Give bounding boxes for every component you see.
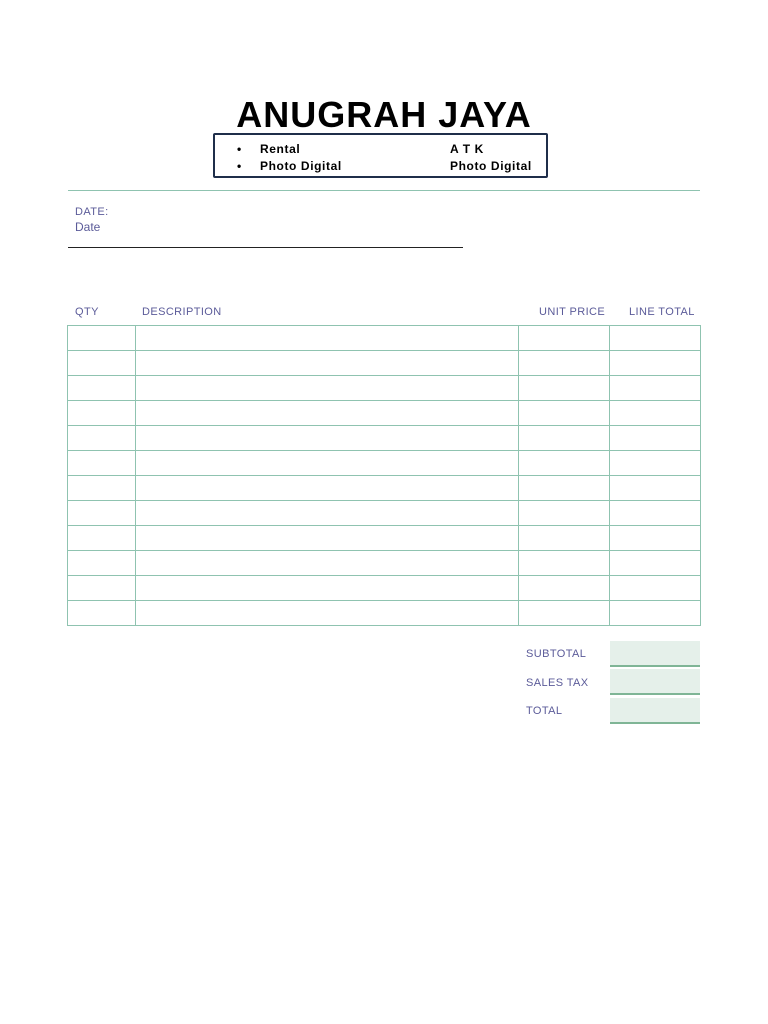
- total-field[interactable]: [610, 698, 700, 724]
- unit-price-cell[interactable]: [519, 476, 610, 501]
- unit-price-cell[interactable]: [519, 376, 610, 401]
- qty-cell[interactable]: [68, 526, 136, 551]
- table-row: [68, 501, 701, 526]
- qty-cell[interactable]: [68, 376, 136, 401]
- table-row: [68, 601, 701, 626]
- line-total-cell[interactable]: [610, 576, 701, 601]
- company-title: ANUGRAH JAYA: [236, 94, 532, 135]
- description-cell[interactable]: [135, 576, 518, 601]
- table-row: [68, 401, 701, 426]
- qty-cell[interactable]: [68, 351, 136, 376]
- unit-price-cell[interactable]: [519, 451, 610, 476]
- description-cell[interactable]: [135, 376, 518, 401]
- description-cell[interactable]: [135, 451, 518, 476]
- services-box: [213, 133, 548, 178]
- description-cell[interactable]: [135, 426, 518, 451]
- description-cell[interactable]: [135, 401, 518, 426]
- line-items-table: [67, 325, 701, 626]
- qty-cell[interactable]: [68, 451, 136, 476]
- description-cell[interactable]: [135, 476, 518, 501]
- qty-cell[interactable]: [68, 426, 136, 451]
- service-item-photo-digital: Photo Digital: [260, 159, 342, 173]
- qty-cell[interactable]: [68, 551, 136, 576]
- date-label: DATE:: [75, 206, 109, 218]
- service-item-rental: Rental: [260, 142, 301, 156]
- line-total-cell[interactable]: [610, 476, 701, 501]
- qty-cell[interactable]: [68, 501, 136, 526]
- sales-tax-field[interactable]: [610, 669, 700, 695]
- service-item-photo-digital-2: Photo Digital: [450, 159, 532, 173]
- line-total-cell[interactable]: [610, 526, 701, 551]
- bullet-icon: •: [237, 159, 242, 173]
- line-total-cell[interactable]: [610, 376, 701, 401]
- line-total-cell[interactable]: [610, 351, 701, 376]
- table-row: [68, 526, 701, 551]
- subtotal-label: SUBTOTAL: [526, 648, 587, 660]
- bullet-icon: •: [237, 142, 242, 156]
- description-cell[interactable]: [135, 351, 518, 376]
- table-row: [68, 376, 701, 401]
- qty-cell[interactable]: [68, 476, 136, 501]
- date-field[interactable]: Date: [75, 220, 101, 234]
- description-cell[interactable]: [135, 326, 518, 351]
- line-total-cell[interactable]: [610, 451, 701, 476]
- unit-price-cell[interactable]: [519, 551, 610, 576]
- table-row: [68, 451, 701, 476]
- qty-cell[interactable]: [68, 601, 136, 626]
- unit-price-cell[interactable]: [519, 576, 610, 601]
- service-item-atk: A T K: [450, 142, 484, 156]
- unit-price-cell[interactable]: [519, 526, 610, 551]
- table-row: [68, 551, 701, 576]
- table-row: [68, 576, 701, 601]
- sales-tax-label: SALES TAX: [526, 677, 589, 689]
- qty-cell[interactable]: [68, 576, 136, 601]
- line-total-cell[interactable]: [610, 501, 701, 526]
- column-header-unit-price: UNIT PRICE: [539, 306, 606, 318]
- qty-cell[interactable]: [68, 326, 136, 351]
- header-divider: [68, 190, 700, 191]
- table-row: [68, 476, 701, 501]
- table-row: [68, 326, 701, 351]
- date-underline: [68, 247, 463, 248]
- subtotal-field[interactable]: [610, 641, 700, 667]
- line-total-cell[interactable]: [610, 326, 701, 351]
- description-cell[interactable]: [135, 601, 518, 626]
- line-total-cell[interactable]: [610, 601, 701, 626]
- description-cell[interactable]: [135, 551, 518, 576]
- description-cell[interactable]: [135, 526, 518, 551]
- unit-price-cell[interactable]: [519, 501, 610, 526]
- column-header-line-total: LINE TOTAL: [629, 306, 695, 318]
- column-header-description: DESCRIPTION: [142, 306, 222, 318]
- unit-price-cell[interactable]: [519, 326, 610, 351]
- total-label: TOTAL: [526, 705, 563, 717]
- qty-cell[interactable]: [68, 401, 136, 426]
- unit-price-cell[interactable]: [519, 426, 610, 451]
- line-total-cell[interactable]: [610, 551, 701, 576]
- unit-price-cell[interactable]: [519, 601, 610, 626]
- column-header-qty: QTY: [75, 306, 99, 318]
- table-row: [68, 351, 701, 376]
- description-cell[interactable]: [135, 501, 518, 526]
- unit-price-cell[interactable]: [519, 351, 610, 376]
- line-total-cell[interactable]: [610, 401, 701, 426]
- unit-price-cell[interactable]: [519, 401, 610, 426]
- line-total-cell[interactable]: [610, 426, 701, 451]
- table-row: [68, 426, 701, 451]
